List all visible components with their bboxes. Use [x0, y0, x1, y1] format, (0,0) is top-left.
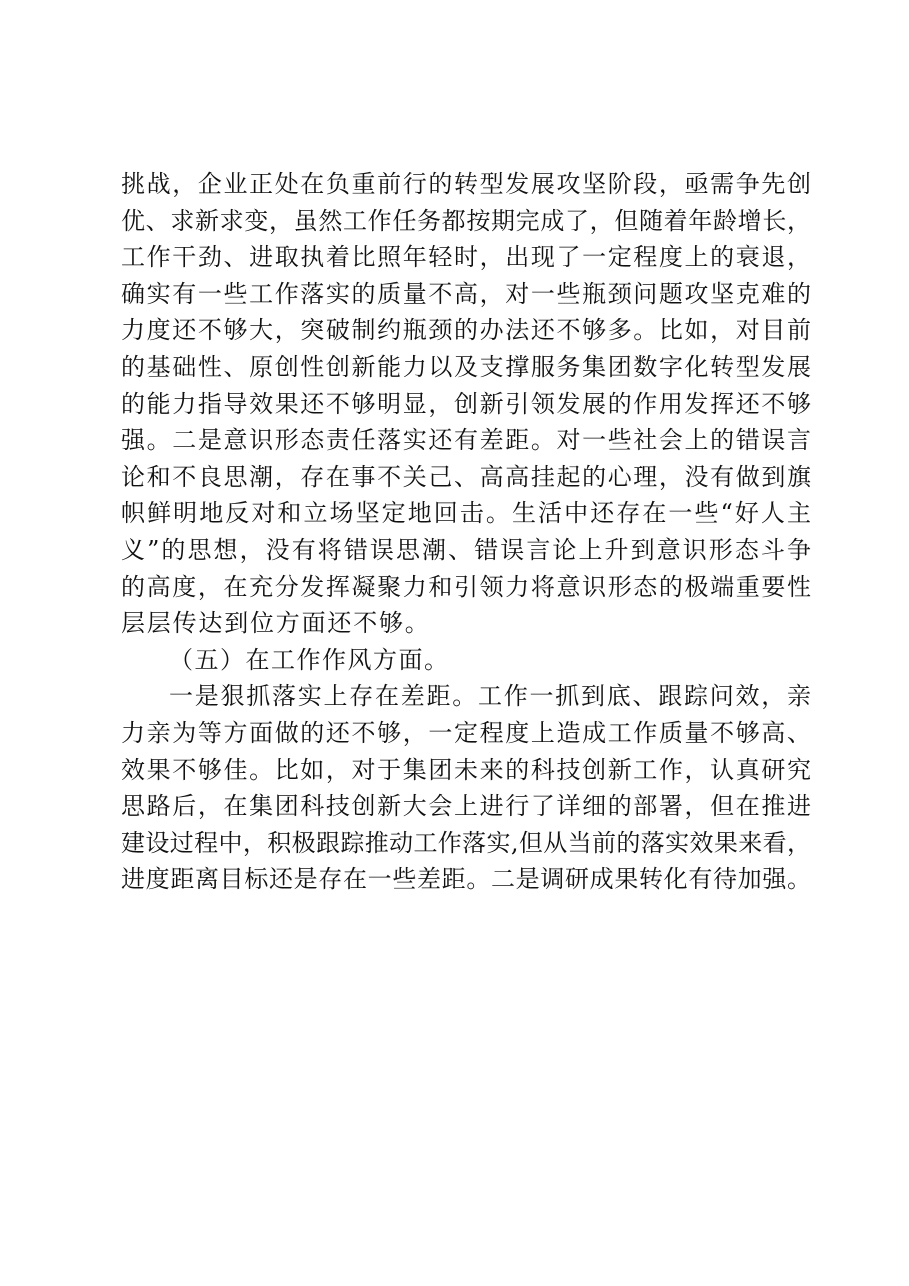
text-line: 思路后，在集团科技创新大会上进行了详细的部署，但在推进	[121, 792, 811, 821]
text-line: 的高度，在充分发挥凝聚力和引领力将意识形态的极端重要性	[121, 572, 811, 601]
text-line: 的能力指导效果还不够明显，创新引领发展的作用发挥还不够	[121, 389, 811, 418]
text-line: 力度还不够大，突破制约瓶颈的办法还不够多。比如，对目前	[121, 316, 811, 345]
text-line: 力亲为等方面做的还不够，一定程度上造成工作质量不够高、	[121, 718, 811, 747]
text-line: 帜鲜明地反对和立场坚定地回击。生活中还存在一些“好人主	[121, 499, 811, 528]
text-line: 进度距离目标还是存在一些差距。二是调研成果转化有待加强。	[121, 865, 811, 894]
text-line: 建设过程中，积极跟踪推动工作落实,但从当前的落实效果来看，	[121, 828, 811, 857]
body-text	[121, 166, 841, 898]
text-line: 确实有一些工作落实的质量不高，对一些瓶颈问题攻坚克难的	[121, 279, 811, 308]
text-line: 工作干劲、进取执着比照年轻时，出现了一定程度上的衰退，	[121, 243, 811, 272]
paragraph-end-line: 层层传达到位方面还不够。	[121, 609, 431, 638]
text-line: 义”的思想，没有将错误思潮、错误言论上升到意识形态斗争	[121, 535, 811, 564]
text-line: 效果不够佳。比如，对于集团未来的科技创新工作，认真研究	[121, 755, 811, 784]
text-line: 强。二是意识形态责任落实还有差距。对一些社会上的错误言	[121, 426, 811, 455]
paragraph-first-line: 一是狠抓落实上存在差距。工作一抓到底、跟踪问效，亲	[169, 682, 811, 711]
text-line: 挑战，企业正处在负重前行的转型发展攻坚阶段，亟需争先创	[121, 170, 811, 198]
text-line: 论和不良思潮，存在事不关己、高高挂起的心理，没有做到旗	[121, 462, 811, 491]
section-heading: （五）在工作作风方面。	[169, 645, 450, 674]
text-line: 的基础性、原创性创新能力以及支撑服务集团数字化转型发展	[121, 352, 811, 381]
text-line: 优、求新求变，虽然工作任务都按期完成了，但随着年龄增长，	[121, 206, 811, 235]
